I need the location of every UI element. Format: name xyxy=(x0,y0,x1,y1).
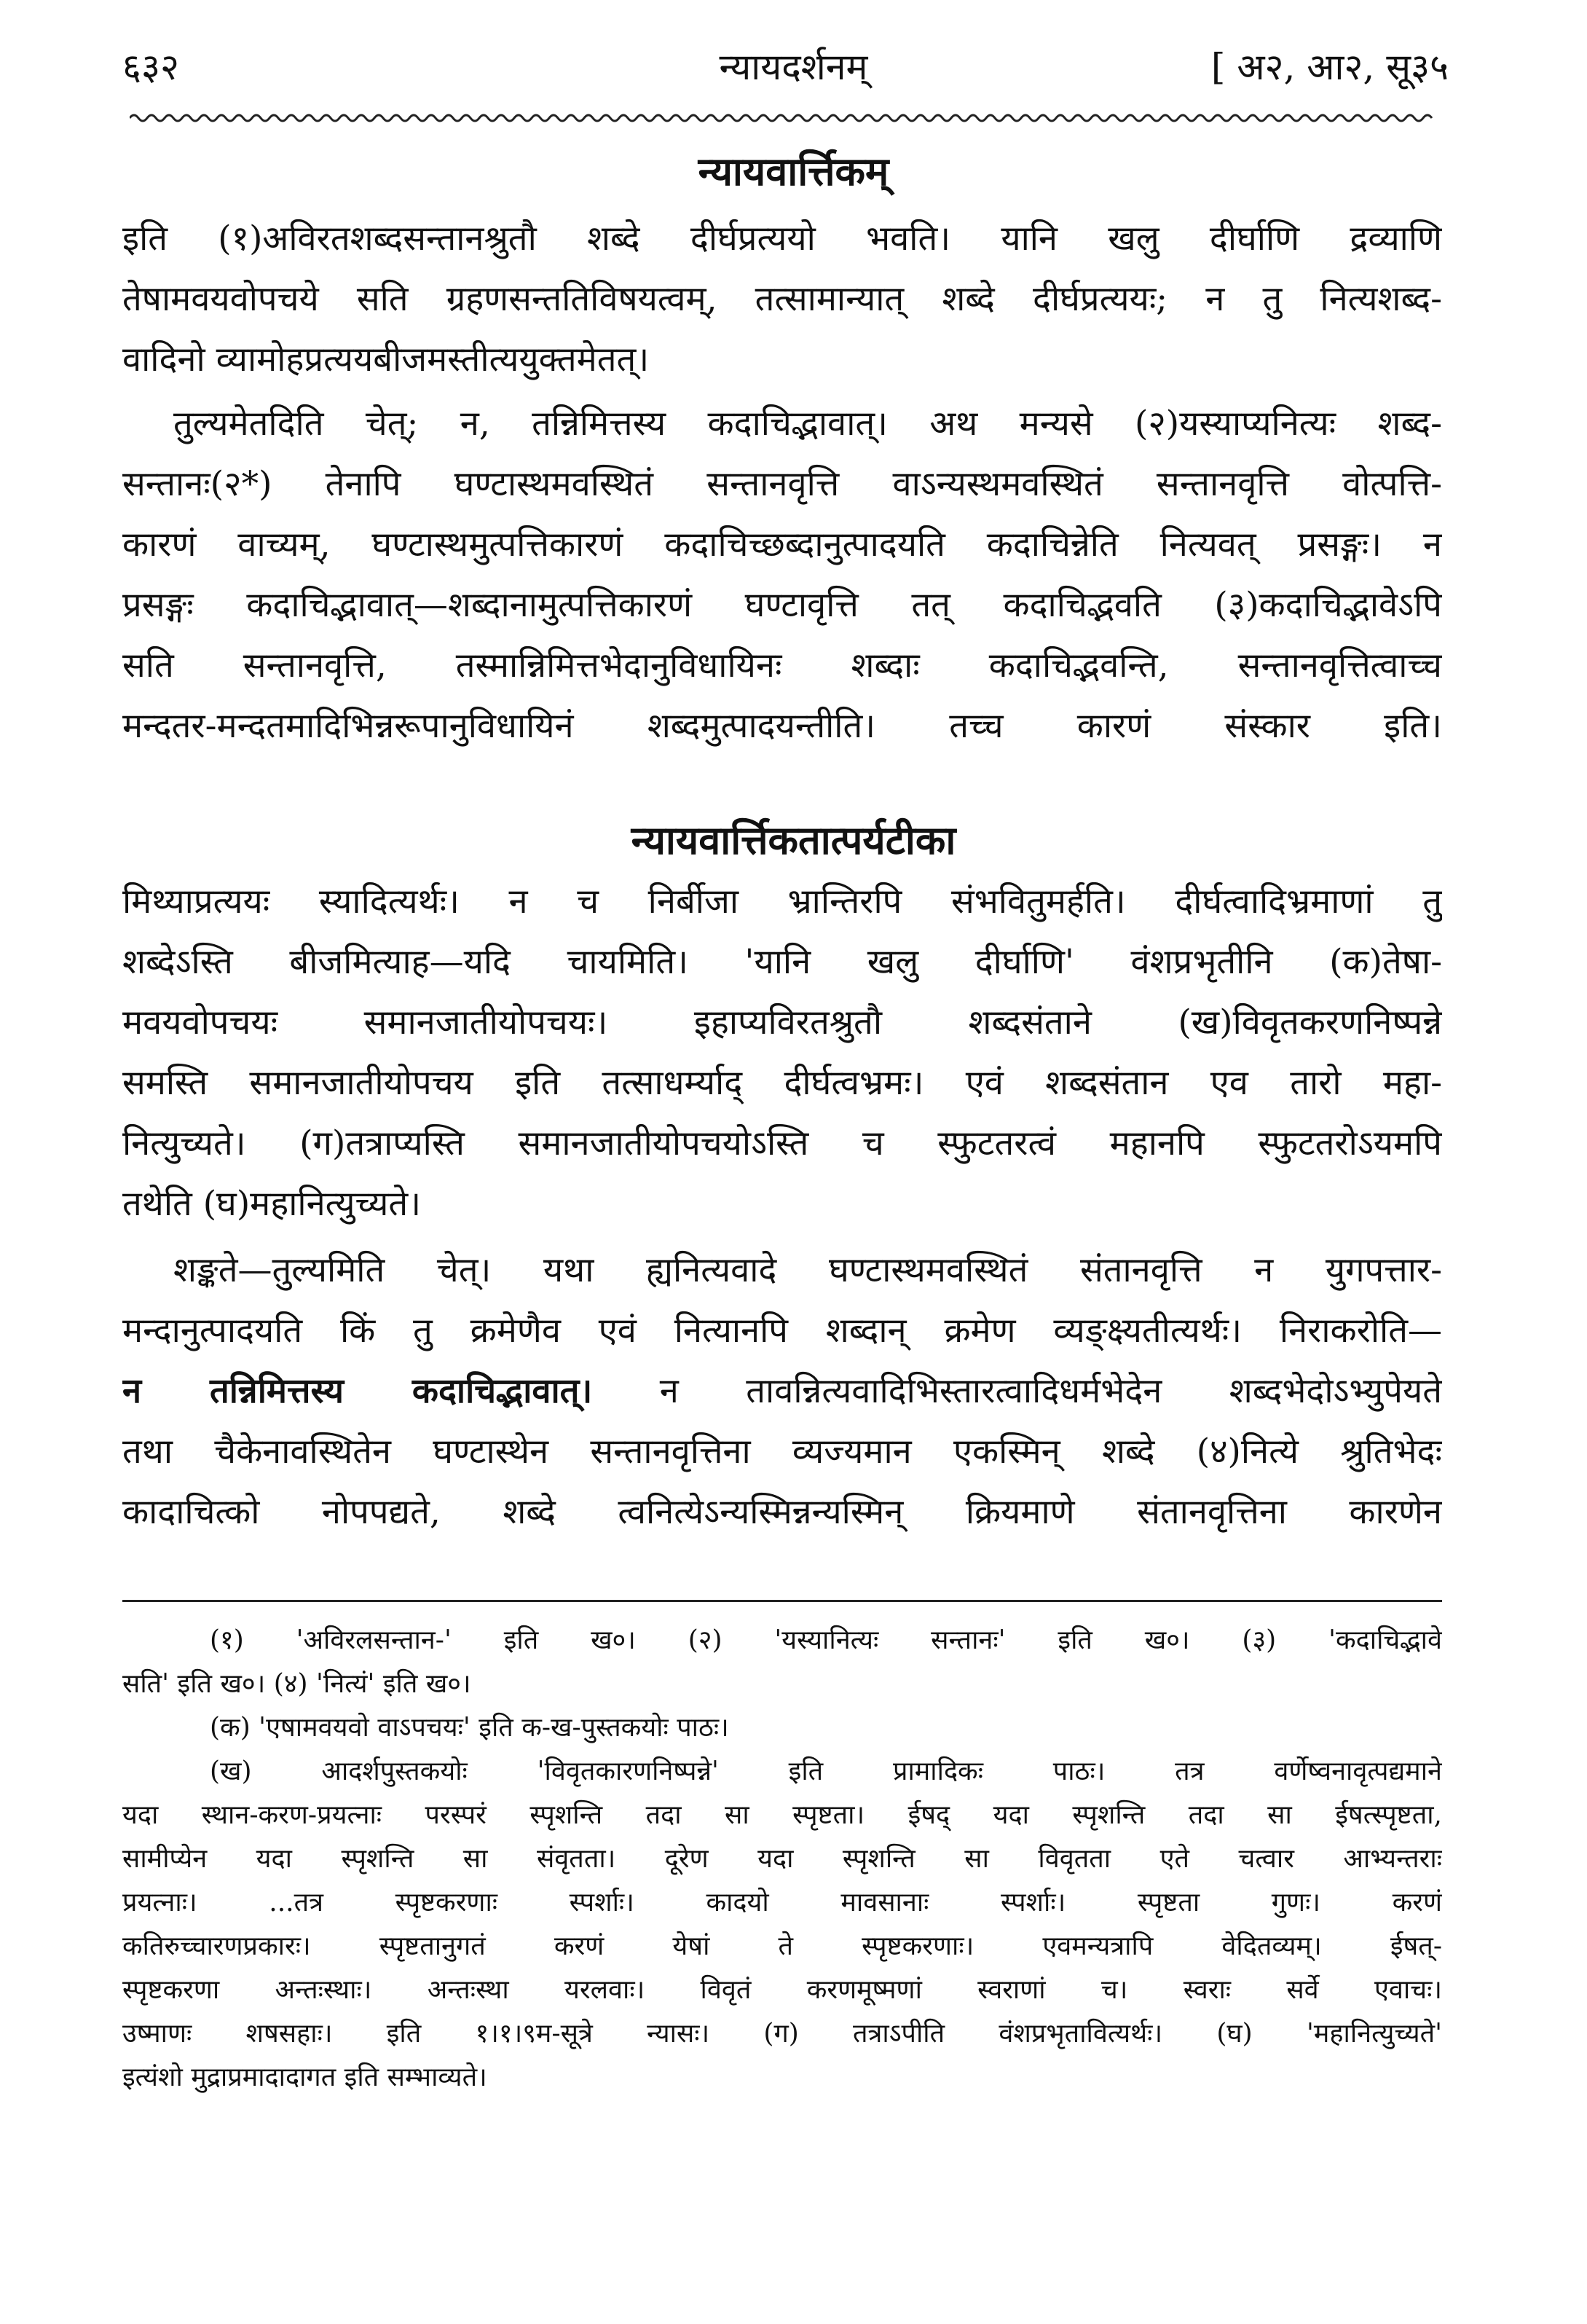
sutra-commentary: न तावन्नित्यवादिभिस्तारत्वादिधर्मभेदेन शब्दभेदोऽभ्युपेयते xyxy=(659,1371,1442,1411)
footnote-kha-line: (ख) आदर्शपुस्तकयोः 'विवृतकारणनिष्पन्ने' इति प्रामादिकः पाठः। तत्र वर्णेष्वनावृत्पद्यमाने xyxy=(210,1756,1442,1786)
vartika-paragraph-1 xyxy=(122,208,1442,390)
wavy-divider xyxy=(130,109,1435,127)
page-number: ६३२ xyxy=(122,46,179,88)
vartika-heading: न्यायवार्त्तिकम् xyxy=(698,148,889,195)
text-line: इति (१)अविरतशब्दसन्तानश्रुतौ शब्दे दीर्घप्रत्ययो भवति। यानि खलु दीर्घाणि द्रव्याणि xyxy=(122,219,1442,259)
footnote-kha-line: प्रयत्नाः। ...तत्र स्पृष्टकरणाः स्पर्शाः। कादयो मावसानाः स्पर्शाः। स्पृष्टता गुणः। करणं xyxy=(122,1888,1442,1917)
chapter-reference: [ अ२, आ२, सू३५ xyxy=(1210,46,1449,88)
text-line: नित्युच्यते। (ग)तत्राप्यस्ति समानजातीयोपचयोऽस्ति च स्फुटतरत्वं महानपि स्फुटतरोऽयमपि xyxy=(122,1123,1442,1163)
running-head xyxy=(0,41,1587,106)
vartika-paragraph-2 xyxy=(122,393,1442,756)
text-line: तथा चैकेनावस्थितेन घण्टास्थेन सन्तानवृत्तिना व्यज्यमान एकस्मिन् शब्दे (४)नित्ये श्रुतिभेदः xyxy=(122,1432,1442,1472)
text-line: तुल्यमेतदिति चेत्; न, तन्निमित्तस्य कदाचिद्भावात्। अथ मन्यसे (२)यस्याप्यनित्यः शब्द- xyxy=(173,404,1442,444)
footnote-kha-line: उष्माणः शषसहाः। इति १।१।९म-सूत्रे न्यासः। (ग) तत्राऽपीति वंशप्रभृतावित्यर्थः। (घ) 'महानित्युच्यते' xyxy=(122,2019,1442,2049)
text-line: मिथ्याप्रत्ययः स्यादित्यर्थः। न च निर्बीजा भ्रान्तिरपि संभवितुमर्हति। दीर्घत्वादिभ्रमाणां तु xyxy=(122,882,1442,922)
text-line: कादाचित्को नोपपद्यते, शब्दे त्वनित्येऽन्यस्मिन्नन्यस्मिन् क्रियमाणे संतानवृत्तिना कारणेन xyxy=(122,1492,1442,1532)
tika-heading: न्यायवार्त्तिकतात्पर्यटीका xyxy=(631,817,956,863)
footnote-kha-line: स्पृष्टकरणा अन्तःस्थाः। अन्तःस्था यरलवाः। विवृतं करणमूष्मणां स्वराणां च। स्वराः सर्वे एवाचः। xyxy=(122,1975,1442,2005)
text-line: वादिनो व्यामोहप्रत्ययबीजमस्तीत्ययुक्तमेतत्। xyxy=(122,339,650,380)
footnote-kha-line: सामीप्येन यदा स्पृशन्ति सा संवृतता। दूरेण यदा स्पृशन्ति सा विवृतता एते चत्वार आभ्यन्तराः xyxy=(122,1844,1442,1874)
text-line: सति सन्तानवृत्ति, तस्मान्निमित्तभेदानुविधायिनः शब्दाः कदाचिद्भवन्ति, सन्तानवृत्तित्वाच्च xyxy=(122,645,1442,686)
text-line: समस्ति समानजातीयोपचय इति तत्साधर्म्याद् दीर्घत्वभ्रमः। एवं शब्दसंतान एव तारो महा- xyxy=(122,1063,1442,1103)
sutra-quote: न तन्निमित्तस्य कदाचिद्भावात्। xyxy=(122,1371,593,1411)
footnote-kha-line: इत्यंशो मुद्राप्रमादादागत इति सम्भाव्यते। xyxy=(122,2062,487,2092)
text-line: शङ्कते—तुल्यमिति चेत्। यथा ह्यनित्यवादे घण्टास्थमवस्थितं संतानवृत्ति न युगपत्तार- xyxy=(173,1250,1442,1290)
footnote-ka: (क) 'एषामवयवो वाऽपचयः' इति क-ख-पुस्तकयोः पाठः। xyxy=(210,1713,729,1743)
text-line: शब्देऽस्ति बीजमित्याह—यदि चायमिति। 'यानि खलु दीर्घाणि' वंशप्रभृतीनि (क)तेषा- xyxy=(122,942,1442,982)
text-line: मन्दानुत्पादयति किं तु क्रमेणैव एवं नित्यानपि शब्दान् क्रमेण व्यङ्क्ष्यतीत्यर्थः। निराकरोति— xyxy=(122,1311,1442,1351)
tika-paragraph-1 xyxy=(122,871,1442,1234)
tika-paragraph-2 xyxy=(122,1240,1442,1542)
book-title: न्यायदर्शनम् xyxy=(719,46,868,88)
footnote-kha-line: यदा स्थान-करण-प्रयत्नाः परस्परं स्पृशन्ति तदा सा स्पृष्टता। ईषद् यदा स्पृशन्ति तदा सा ईषत्स्पृष्टता, xyxy=(122,1800,1442,1830)
text-line: तथेति (घ)महानित्युच्यते। xyxy=(122,1184,422,1224)
text-line: सन्तानः(२*) तेनापि घण्टास्थमवस्थितं सन्तानवृत्ति वाऽन्यस्थमवस्थितं सन्तानवृत्ति वोत्पत्ति- xyxy=(122,464,1442,504)
text-line: तेषामवयवोपचये सति ग्रहणसन्ततिविषयत्वम्, तत्सामान्यात् शब्दे दीर्घप्रत्ययः; न तु नित्यशब्द- xyxy=(122,279,1442,319)
footnote-line: सति' इति ख०। (४) 'नित्यं' इति ख०। xyxy=(122,1669,471,1699)
footnote-line: (१) 'अविरलसन्तान-' इति ख०। (२) 'यस्यानित्यः सन्तानः' इति ख०। (३) 'कदाचिद्भावे xyxy=(210,1625,1442,1655)
footnote-kha-line: कतिरुच्चारणप्रकारः। स्पृष्टतानुगतं करणं येषां ते स्पृष्टकरणाः। एवमन्यत्रापि वेदितव्यम्। ईषत्- xyxy=(122,1931,1442,1961)
text-line: प्रसङ्गः कदाचिद्भावात्—शब्दानामुत्पत्तिकारणं घण्टावृत्ति तत् कदाचिद्भवति (३)कदाचिद्भावेऽपि xyxy=(122,585,1442,625)
text-line: मन्दतर-मन्दतमादिभिन्नरूपानुविधायिनं शब्दमुत्पादयन्तीति। तच्च कारणं संस्कार इति। xyxy=(122,706,1442,746)
text-line: कारणं वाच्यम्, घण्टास्थमुत्पत्तिकारणं कदाचिच्छब्दानुत्पादयति कदाचिन्नेति नित्यवत् प्रसङ्गः। न xyxy=(122,525,1442,565)
text-line-with-sutra xyxy=(122,1361,1442,1421)
footnote-divider xyxy=(122,1600,1442,1602)
text-line: मवयवोपचयः समानजातीयोपचयः। इहाप्यविरतश्रुतौ शब्दसंताने (ख)विवृतकरणनिष्पन्ने xyxy=(122,1002,1442,1043)
footnotes xyxy=(122,1619,1442,2100)
